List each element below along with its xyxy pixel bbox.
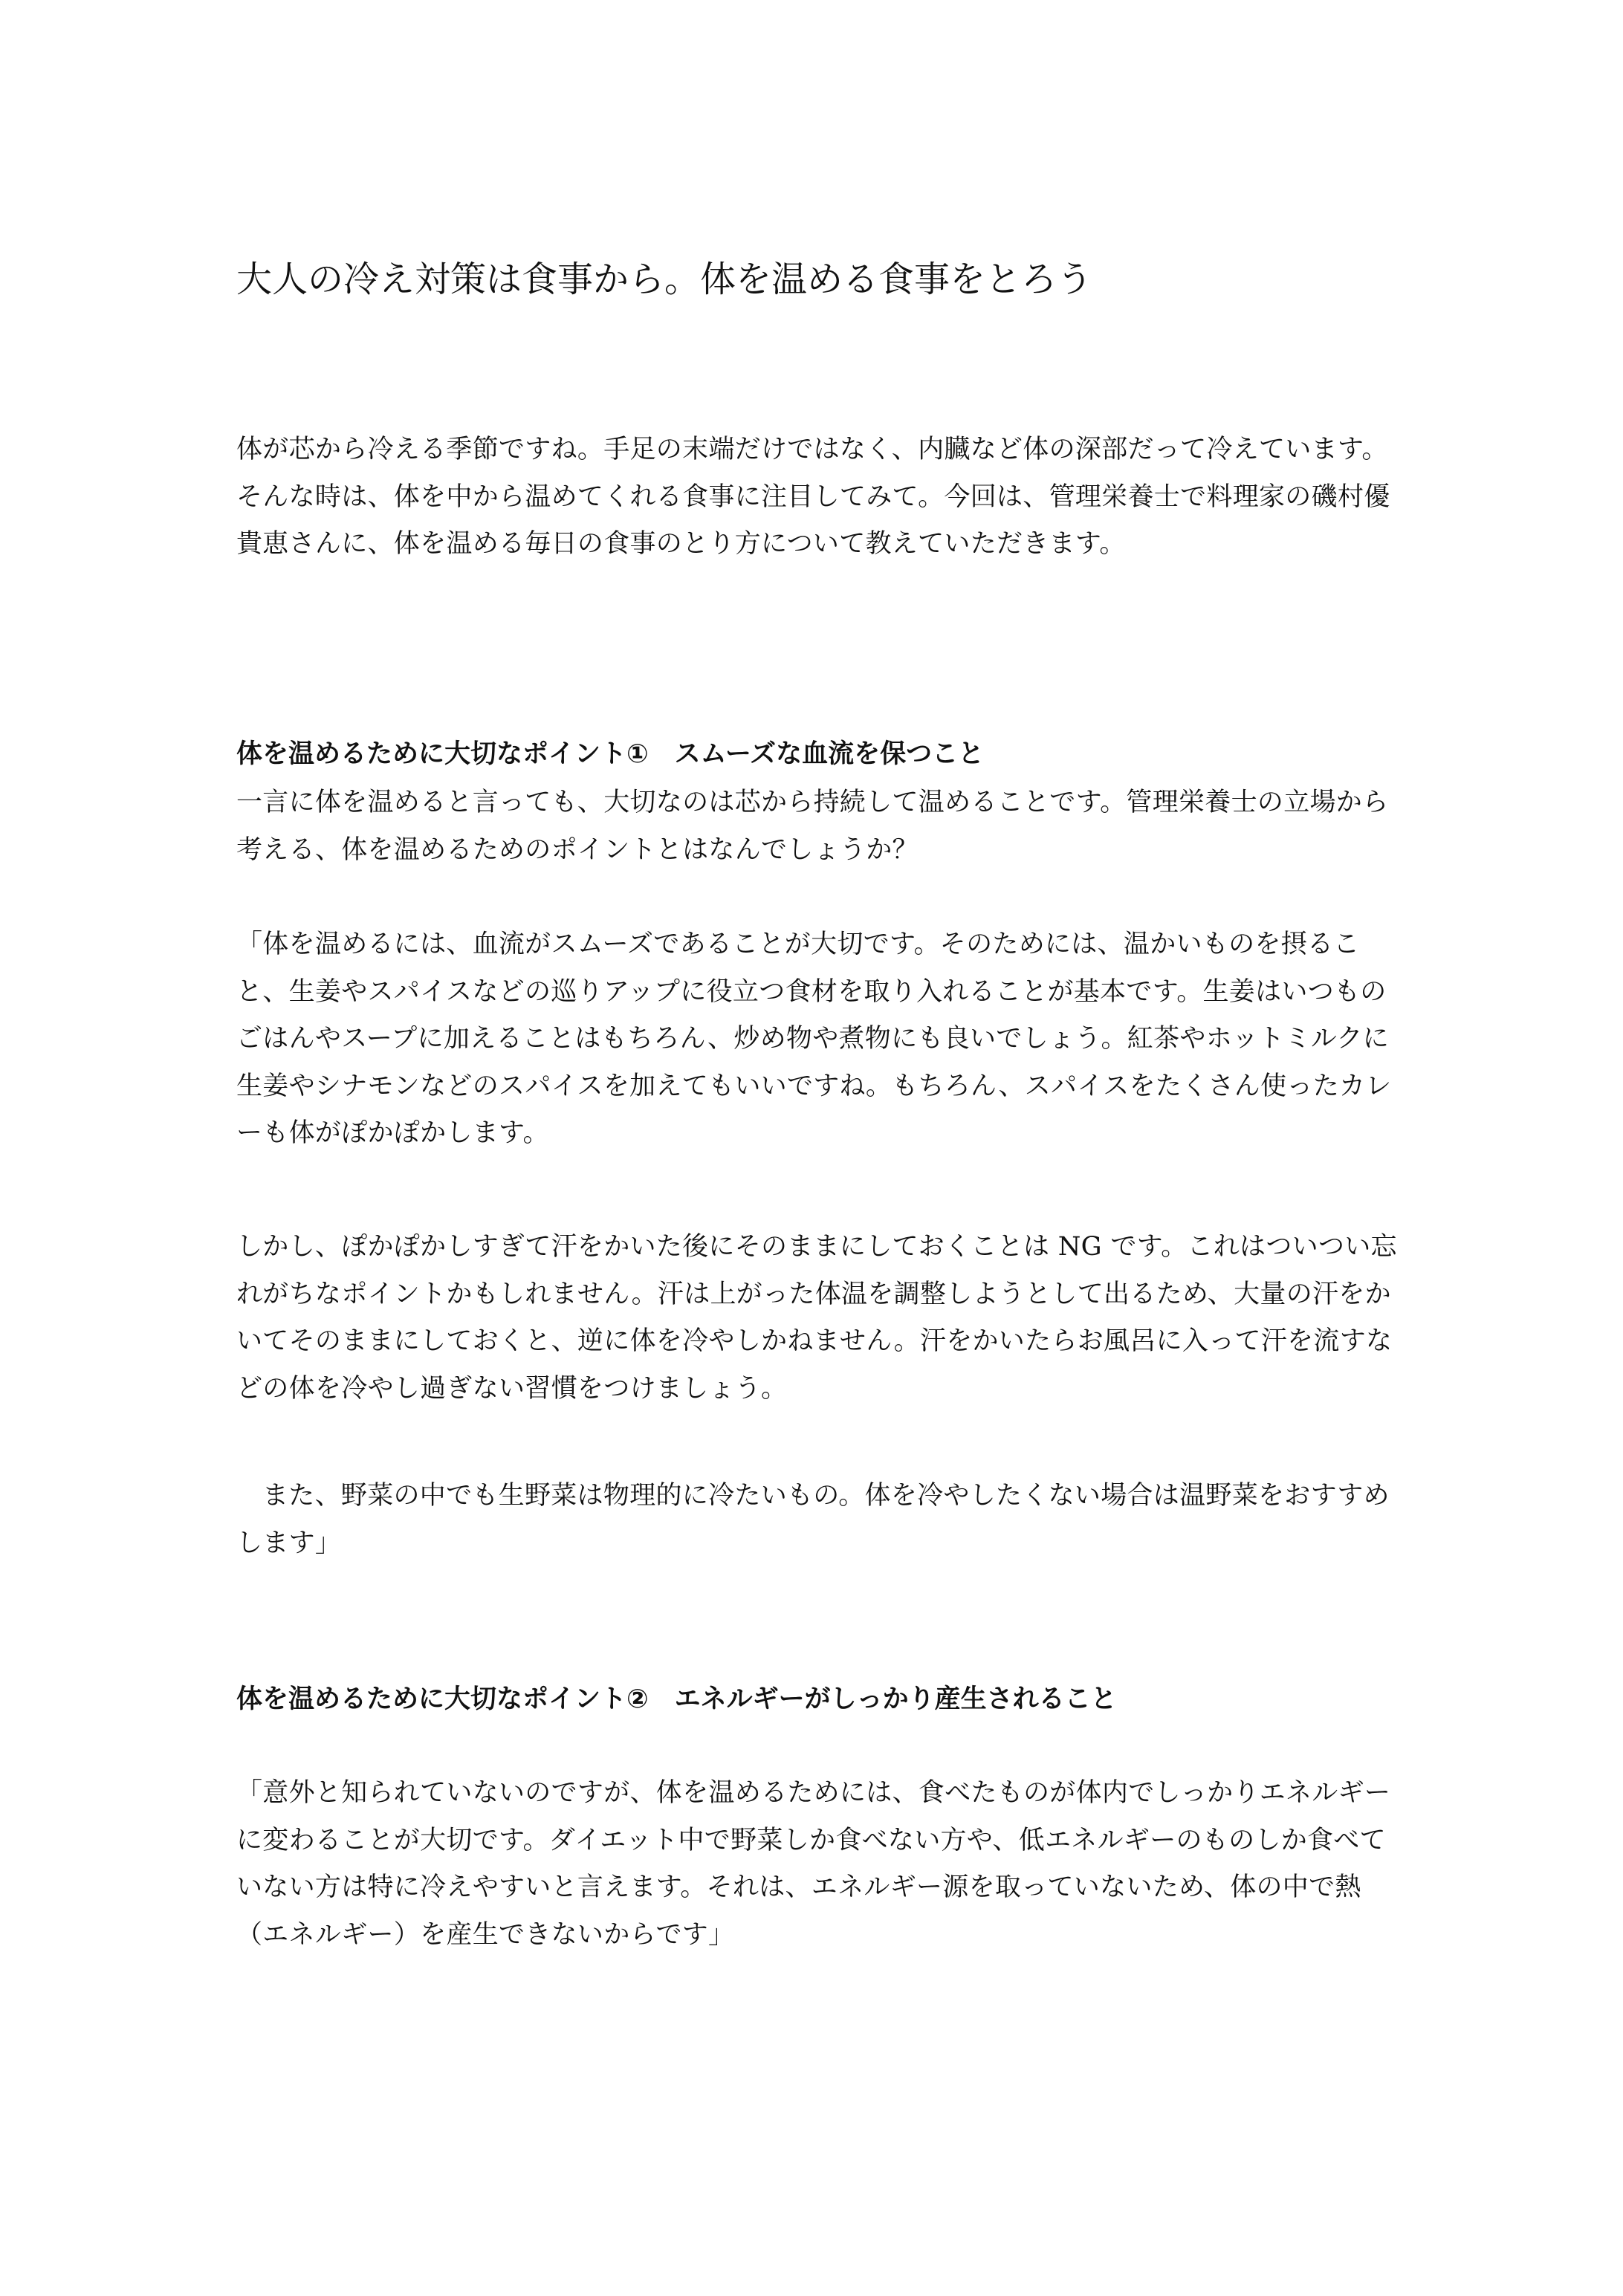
section-1-quote-paragraph-1: 「体を温めるには、血流がスムーズであることが大切です。そのためには、温かいものを摂ること、生姜やスパイスなどの巡りアップに役立つ食材を取り入れることが基本です。生姜はいつものごはんやスープに加えることはもちろん、炒め物や煮物にも良いでしょう。紅茶やホットミルクに生姜やシナモンなどのスパイスを加えてもいいですね。もちろん、スパイスをたくさん使ったカレーも体がぽかぽかします。: [236, 930, 1392, 1148]
section-1-quote-paragraph-2: しかし、ぽかぽかしすぎて汗をかいた後にそのままにしておくことは NG です。これはついつい忘れがちなポイントかもしれません。汗は上がった体温を調整しようとして出るため、大量の汗をかいてそのままにしておくと、逆に体を冷やしかねません。汗をかいたらお風呂に入って汗を流すなどの体を冷やし過ぎない習慣をつけましょう。: [236, 1232, 1397, 1404]
section-1-lead-paragraph: 一言に体を温めると言っても、大切なのは芯から持続して温めることです。管理栄養士の立場から考える、体を温めるためのポイントとはなんでしょうか？: [236, 788, 1389, 865]
section-2-quote-paragraph: 「意外と知られていないのですが、体を温めるためには、食べたものが体内でしっかりエネルギーに変わることが大切です。ダイエット中で野菜しか食べない方や、低エネルギーのものしか食べていない方は特に冷えやすいと言えます。それは、エネルギー源を取っていないため、体の中で熱（エネルギー）を産生できないからです」: [236, 1778, 1391, 1950]
document-page: [236, 0, 1410, 2296]
article-title: 大人の冷え対策は食事から。体を温める食事をとろう: [236, 259, 1093, 300]
section-1-heading: 体を温めるために大切なポイント① スムーズな血流を保つこと: [236, 739, 985, 769]
section-1-quote-paragraph-3: また、野菜の中でも生野菜は物理的に冷たいもの。体を冷やしたくない場合は温野菜をおすすめします」: [236, 1481, 1390, 1558]
intro-paragraph: 体が芯から冷える季節ですね。手足の末端だけではなく、内臓など体の深部だって冷えています。そんな時は、体を中から温めてくれる食事に注目してみて。今回は、管理栄養士で料理家の磯村優貴恵さんに、体を温める毎日の食事のとり方について教えていただきます。: [236, 435, 1390, 559]
section-2-heading: 体を温めるために大切なポイント② エネルギーがしっかり産生されること: [236, 1684, 1117, 1714]
